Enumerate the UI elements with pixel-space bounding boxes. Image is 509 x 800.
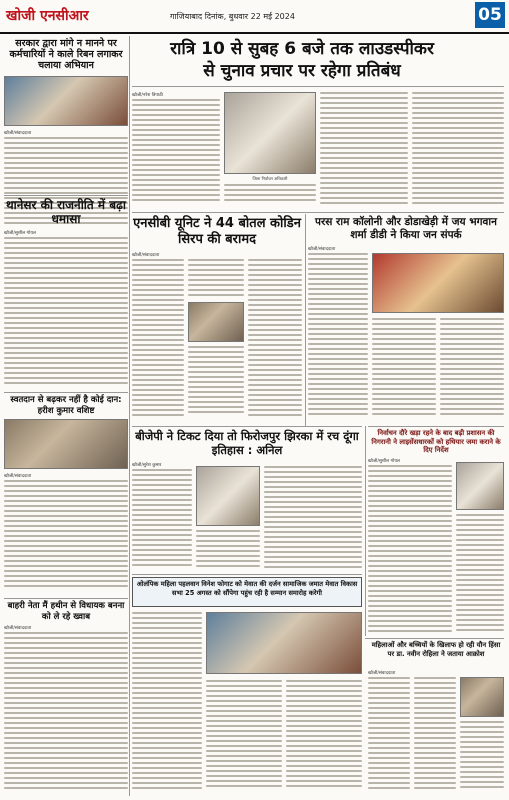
cia-body-col-1 [132, 259, 184, 419]
bahari-body [4, 632, 128, 792]
photo-caption: जिला निर्वाचन अधिकारी [252, 176, 288, 181]
photo-campaign [372, 253, 504, 313]
paras-byline: खोजी/संवाददाता [308, 247, 336, 252]
story-lead [132, 38, 472, 82]
divider [365, 638, 504, 639]
photo-doctor [460, 677, 504, 717]
paras-body-col-1 [308, 253, 368, 418]
olympic-headline: ओलंपिक महिला पहलवान विनेश फोगाट को मेवात की दर्जन सामाजिक जमात मेवात विकास सभा 25 अगस्त को सौंपेगा पहुंच रही है सम्मान समारोह करेगी [136, 580, 358, 597]
bahari-byline: खोजी/संवाददाता [4, 626, 32, 631]
column-rule [129, 36, 130, 796]
photo-blood-donation [4, 419, 128, 469]
lead-byline: खोजी/नरेश त्रिपाठी [132, 93, 163, 98]
divider [4, 392, 128, 393]
lead-body-col-4 [412, 92, 504, 208]
cia-body-col-2 [188, 259, 244, 299]
dateline: गाजियाबाद दिनांक, बुधवार 22 मई 2024 [170, 12, 295, 21]
bjp-byline: खोजी/सुरेश कुमार [132, 463, 162, 468]
lead-body-col-3 [320, 92, 408, 208]
bjp-body-col-3 [264, 466, 362, 570]
paras-body-col-2 [372, 318, 436, 418]
women-headline: महिलाओं और बच्चियों के खिलाफ हो रही यौन हिंसा पर डा. नवीन रोहिला ने जताया आक्रोश [371, 641, 501, 658]
nirvachan-body-col-2 [456, 514, 504, 634]
nirvachan-byline: खोजी/सुशील गोयल [368, 459, 400, 464]
thana-body [4, 237, 128, 387]
women-byline: खोजी/संवाददाता [368, 671, 396, 676]
divider [4, 195, 128, 196]
paras-headline: परस राम कॉलोनी और डोडाखेड़ी में जय भगवान शर्मा डीडी ने किया जन संपर्क [315, 216, 497, 241]
divider [132, 86, 504, 87]
women-body-col-2 [414, 677, 456, 793]
page-number: 05 [475, 2, 505, 28]
masthead [0, 0, 509, 34]
photo-protest [4, 76, 128, 126]
svasthya-headline: स्वतदान से बढ़कर नहीं है कोई दान: हरीश कुमार वशिष्ट [10, 395, 122, 416]
cia-byline: खोजी/संवाददाता [132, 253, 160, 258]
divider [132, 574, 362, 575]
photo-official [456, 462, 504, 510]
thana-byline: खोजी/सुशील गोयल [4, 231, 36, 236]
svasthya-byline: खोजी/संवाददाता [4, 474, 32, 479]
bjp-headline: बीजेपी ने टिकट दिया तो फिरोजपुर झिरका में रच दूंगा इतिहास : अनिल [135, 429, 359, 457]
photo-police [188, 302, 244, 342]
divider [4, 598, 128, 599]
lead-body-col-1 [132, 99, 220, 207]
column-rule [365, 426, 366, 636]
bjp-body-col-2 [196, 530, 260, 570]
paper-name: खोजी एनसीआर [6, 8, 89, 24]
cia-body-col-4 [248, 259, 302, 419]
photo-candidate [196, 466, 260, 526]
bjp-body-col-1 [132, 469, 192, 569]
story-byline: खोजी/संवाददाता [4, 131, 32, 136]
divider [132, 426, 362, 427]
divider [368, 426, 504, 427]
photo-officer [224, 92, 316, 174]
bahari-headline: बाहरी नेता मैं हथीन से विधायक बनना को ले रहे ख्वाब [7, 601, 125, 622]
paras-body-col-3 [440, 318, 504, 418]
lead-headline-line-1: रात्रि 10 से सुबह 6 बजे तक लाउडस्पीकर [170, 39, 434, 59]
nirvachan-body-col-1 [368, 465, 452, 635]
column-rule [305, 214, 306, 426]
women-body-col-1 [368, 677, 410, 793]
story-headline: सरकार द्वारा मांगे न मानने पर कर्मचारियों ने काले रिबन लगाकर चलाया अभियान [9, 38, 123, 71]
svasthya-body [4, 480, 128, 590]
lead-headline-line-2: से चुनाव प्रचार पर रहेगा प्रतिबंध [203, 61, 401, 81]
lead-body-col-2 [224, 184, 316, 208]
photo-meeting [206, 612, 362, 674]
thana-headline: थानेसर की राजनीति में बढ़ा धमासा [5, 198, 127, 226]
olympic-body-col-1 [132, 612, 202, 792]
nirvachan-headline: निर्वाचन दौरे खड़ा रहने के बाद बढ़ी प्रशासन की निगरानी ने लाइसेंसधारकों को हथियार जमा कराने के दिए निर्देश [371, 429, 501, 454]
story-top-left [4, 38, 128, 136]
olympic-headline-box [132, 577, 362, 607]
cia-headline: एनसीबी यूनिट ने 44 बोतल कोडिन सिरप की बरामद [133, 216, 301, 247]
women-body-col-3 [460, 721, 504, 793]
cia-body-col-3 [188, 346, 244, 418]
olympic-body-col-3 [286, 680, 362, 792]
divider [132, 212, 504, 213]
olympic-body-col-2 [206, 680, 282, 792]
